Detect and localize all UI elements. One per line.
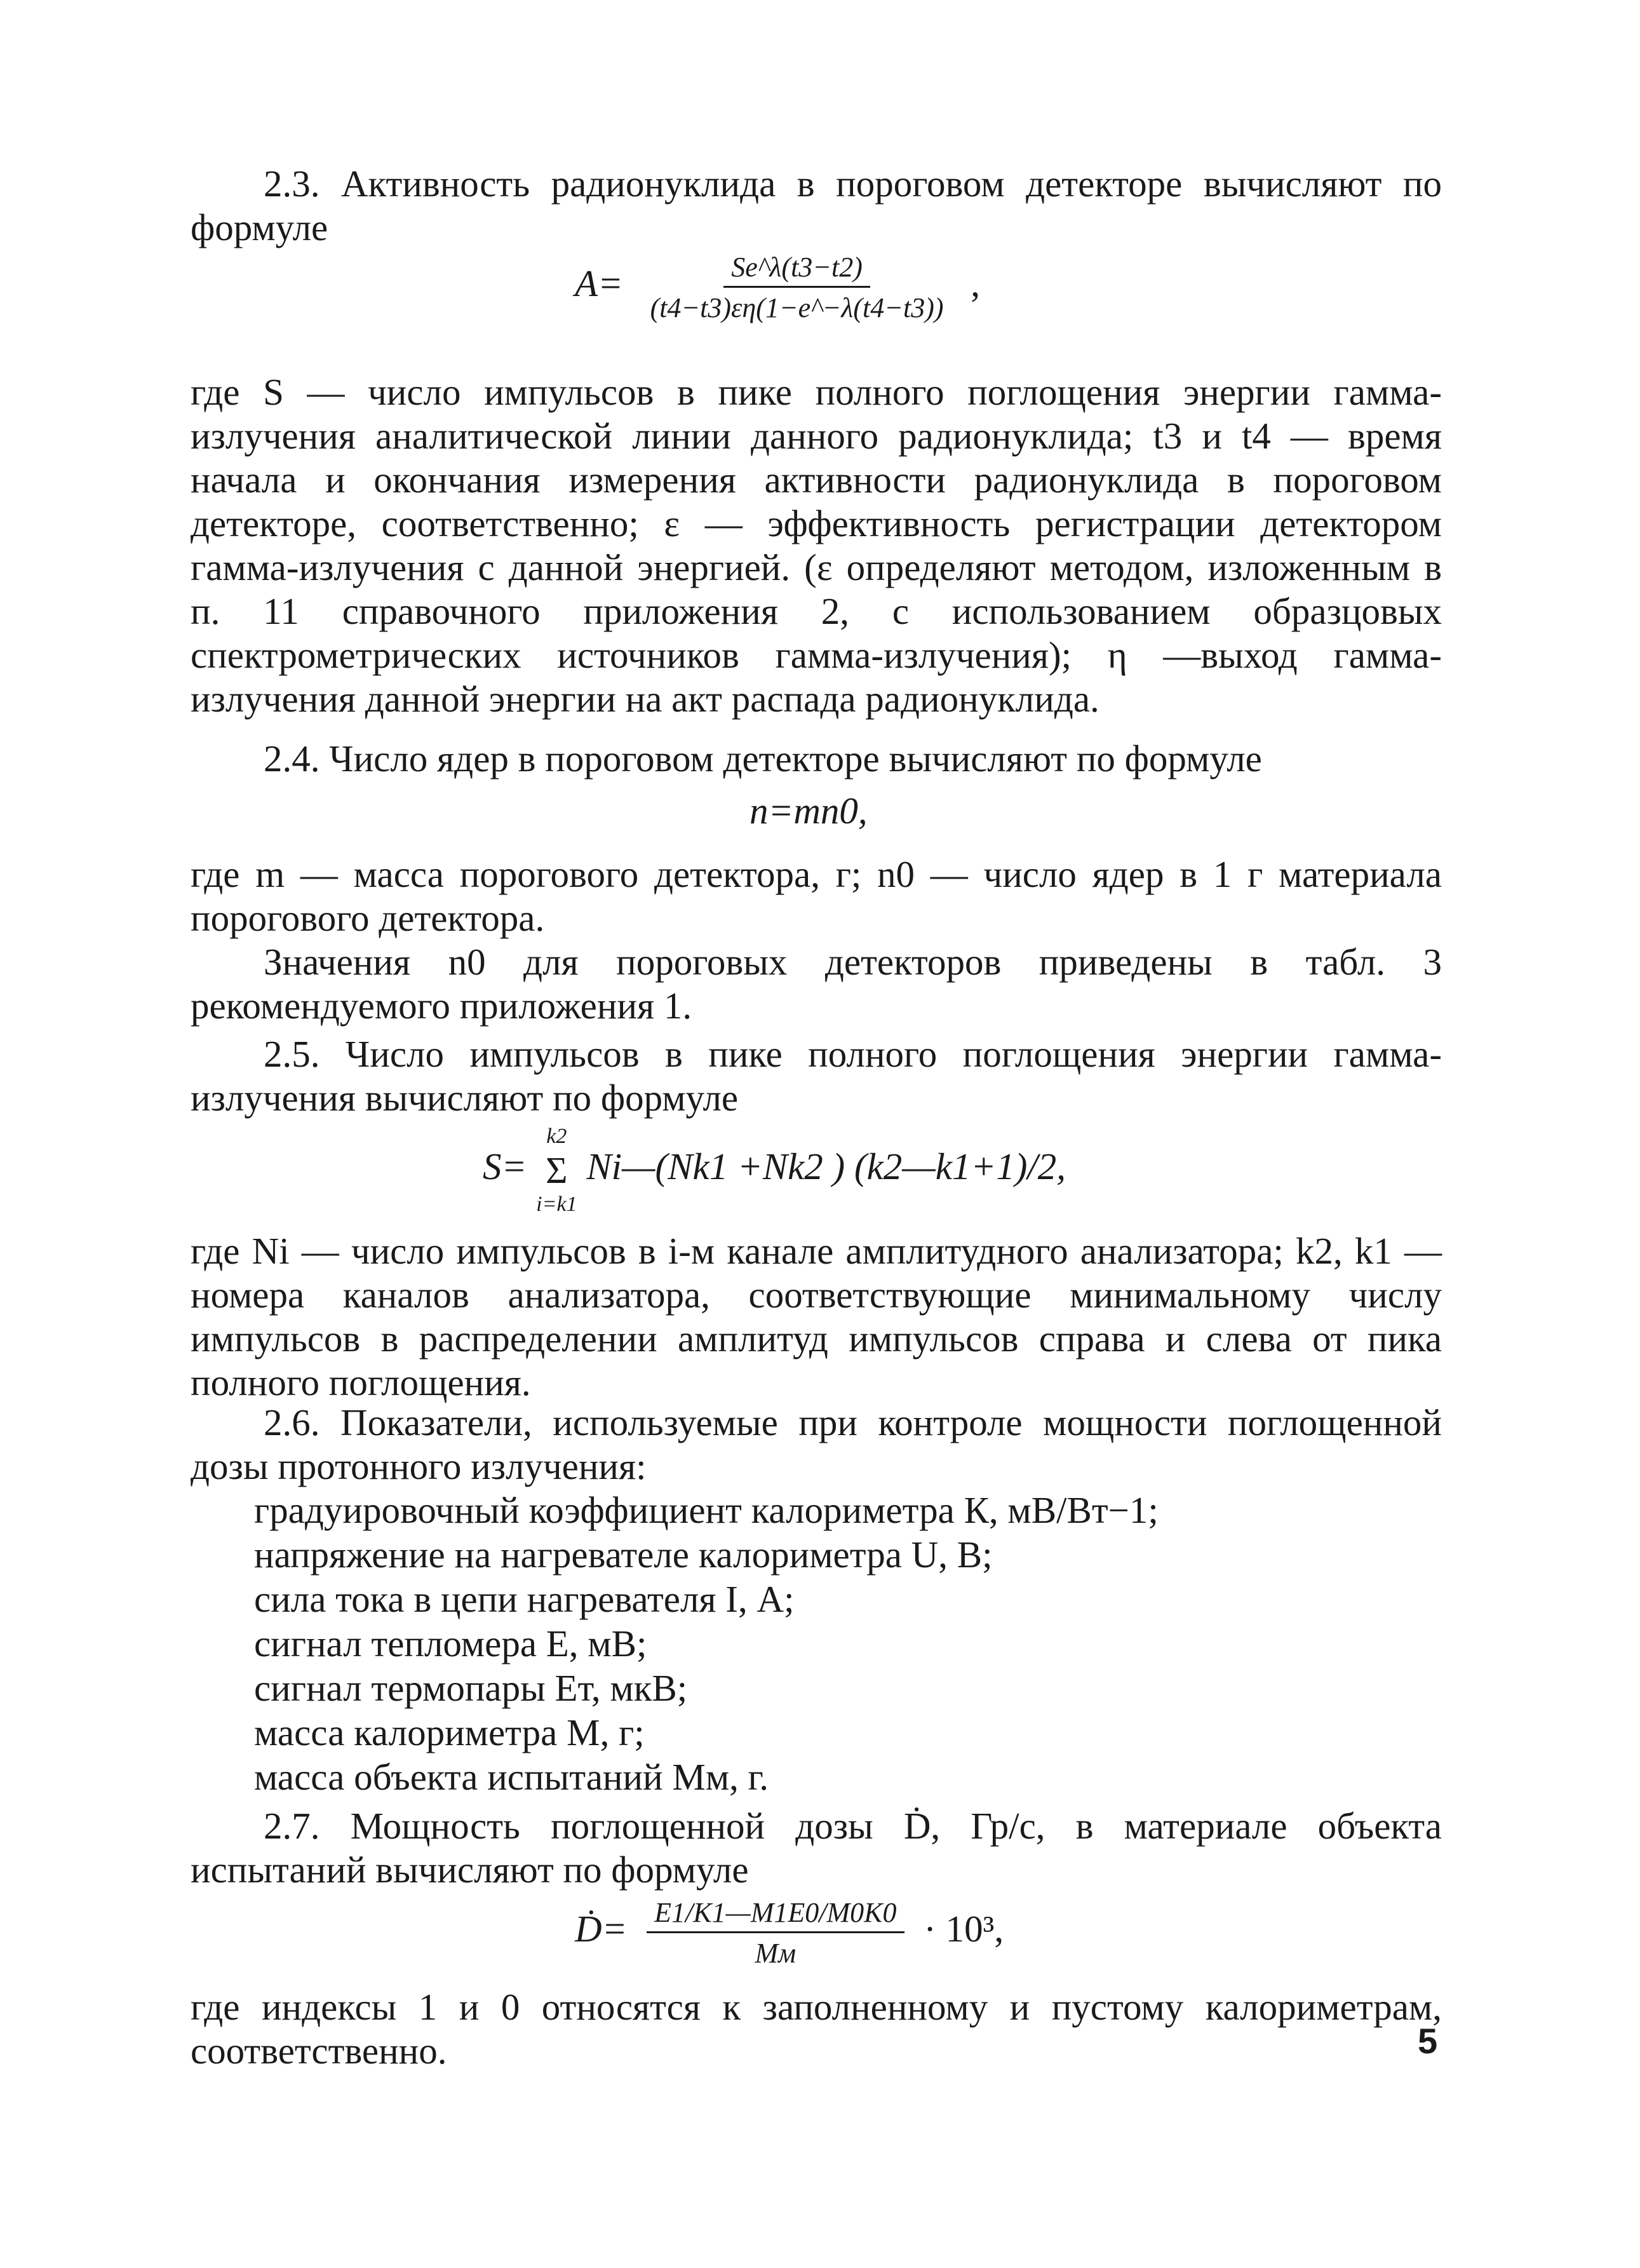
sum-upper-limit: k2 [546,1124,567,1148]
formula-tail: , [971,262,981,305]
formula-rhs: Ni—(Nk1 +Nk2 ) (k2—k1+1)/2, [586,1145,1066,1188]
section-2-3-explanation: где S — число импульсов в пике полного поглощения энергии гамма-излучения аналитической линии данного радионуклида; t3 и t4 — время начала и окончания измерения активности радионуклида в пороговом детекторе, соответственно; ε — эффективность регистрации детектором гамма-излучения с данной энергией. (ε определяют методом, изложенным в п. 11 справочного приложения 2, с использованием образцовых спектрометрических источников гамма-излучения); η —выход гамма-излучения данной энергии на акт распада радионуклида. [191,371,1442,720]
section-2-4-explanation: где m — масса порогового детектора, г; n0 — число ядер в 1 г материала порогового детектора. [191,853,1442,939]
fraction-numerator: E1/K1—M1E0/M0K0 [647,1896,904,1933]
nuclei-formula: n=mn0, [749,790,868,832]
fraction-denominator: Mм [755,1938,796,1969]
section-2-7-intro: 2.7. Мощность поглощенной дозы Ḋ, Гр/с, в материале объекта испытаний вычисляют по формуле [191,1805,1442,1891]
list-item: масса объекта испытаний Мм, г. [254,1756,769,1798]
section-2-4-intro: 2.4. Число ядер в пороговом детекторе вычисляют по формуле [264,738,1262,780]
fraction-denominator: (t4−t3)εη(1−e^−λ(t4−t3)) [650,292,944,323]
section-2-4-note: Значения n0 для пороговых детекторов приведены в табл. 3 рекомендуемого приложения 1. [191,941,1442,1027]
section-2-7-explanation: где индексы 1 и 0 относятся к заполненному и пустому калориметрам, соответственно. [191,1986,1442,2072]
list-item: сила тока в цепи нагревателя I, А; [254,1578,795,1620]
pulse-count-formula [483,1124,1066,1217]
list-item: сигнал термопары Ет, мкВ; [254,1667,688,1709]
fraction-numerator: Se^λ(t3−t2) [723,251,870,288]
activity-formula [575,251,980,324]
dose-rate-formula [575,1896,1004,1969]
list-item: напряжение на нагревателе калориметра U, В; [254,1534,993,1576]
section-2-3-intro: 2.3. Активность радионуклида в пороговом детекторе вычисляют по формуле [191,163,1442,248]
sum-lower-limit: i=k1 [536,1192,577,1216]
list-item: масса калориметра М, г; [254,1711,645,1753]
dose-rate-fraction [647,1896,904,1969]
section-2-5-intro: 2.5. Число импульсов в пике полного поглощения энергии гамма-излучения вычисляют по формуле [191,1033,1442,1119]
list-item: градуировочный коэффициент калориметра К, мВ/Вт−1; [254,1489,1159,1531]
activity-fraction [643,251,951,324]
formula-tail: · 10³, [924,1908,1004,1950]
formula-lhs: S= [483,1145,527,1188]
section-2-6-intro: 2.6. Показатели, используемые при контроле мощности поглощенной дозы протонного излучения: [191,1401,1442,1487]
formula-lhs: Ḋ= [575,1908,628,1950]
page-number: 5 [1418,2021,1438,2061]
section-2-5-explanation: где Ni — число импульсов в i-м канале амплитудного анализатора; k2, k1 — номера каналов анализатора, соответствующие минимальному числу импульсов в распределении амплитуд импульсов справа и слева от пика полного поглощения. [191,1230,1442,1403]
sum-symbol: Σ [546,1149,568,1191]
list-item: сигнал тепломера Е, мВ; [254,1623,647,1664]
summation [536,1124,577,1217]
formula-lhs: A= [575,262,623,305]
